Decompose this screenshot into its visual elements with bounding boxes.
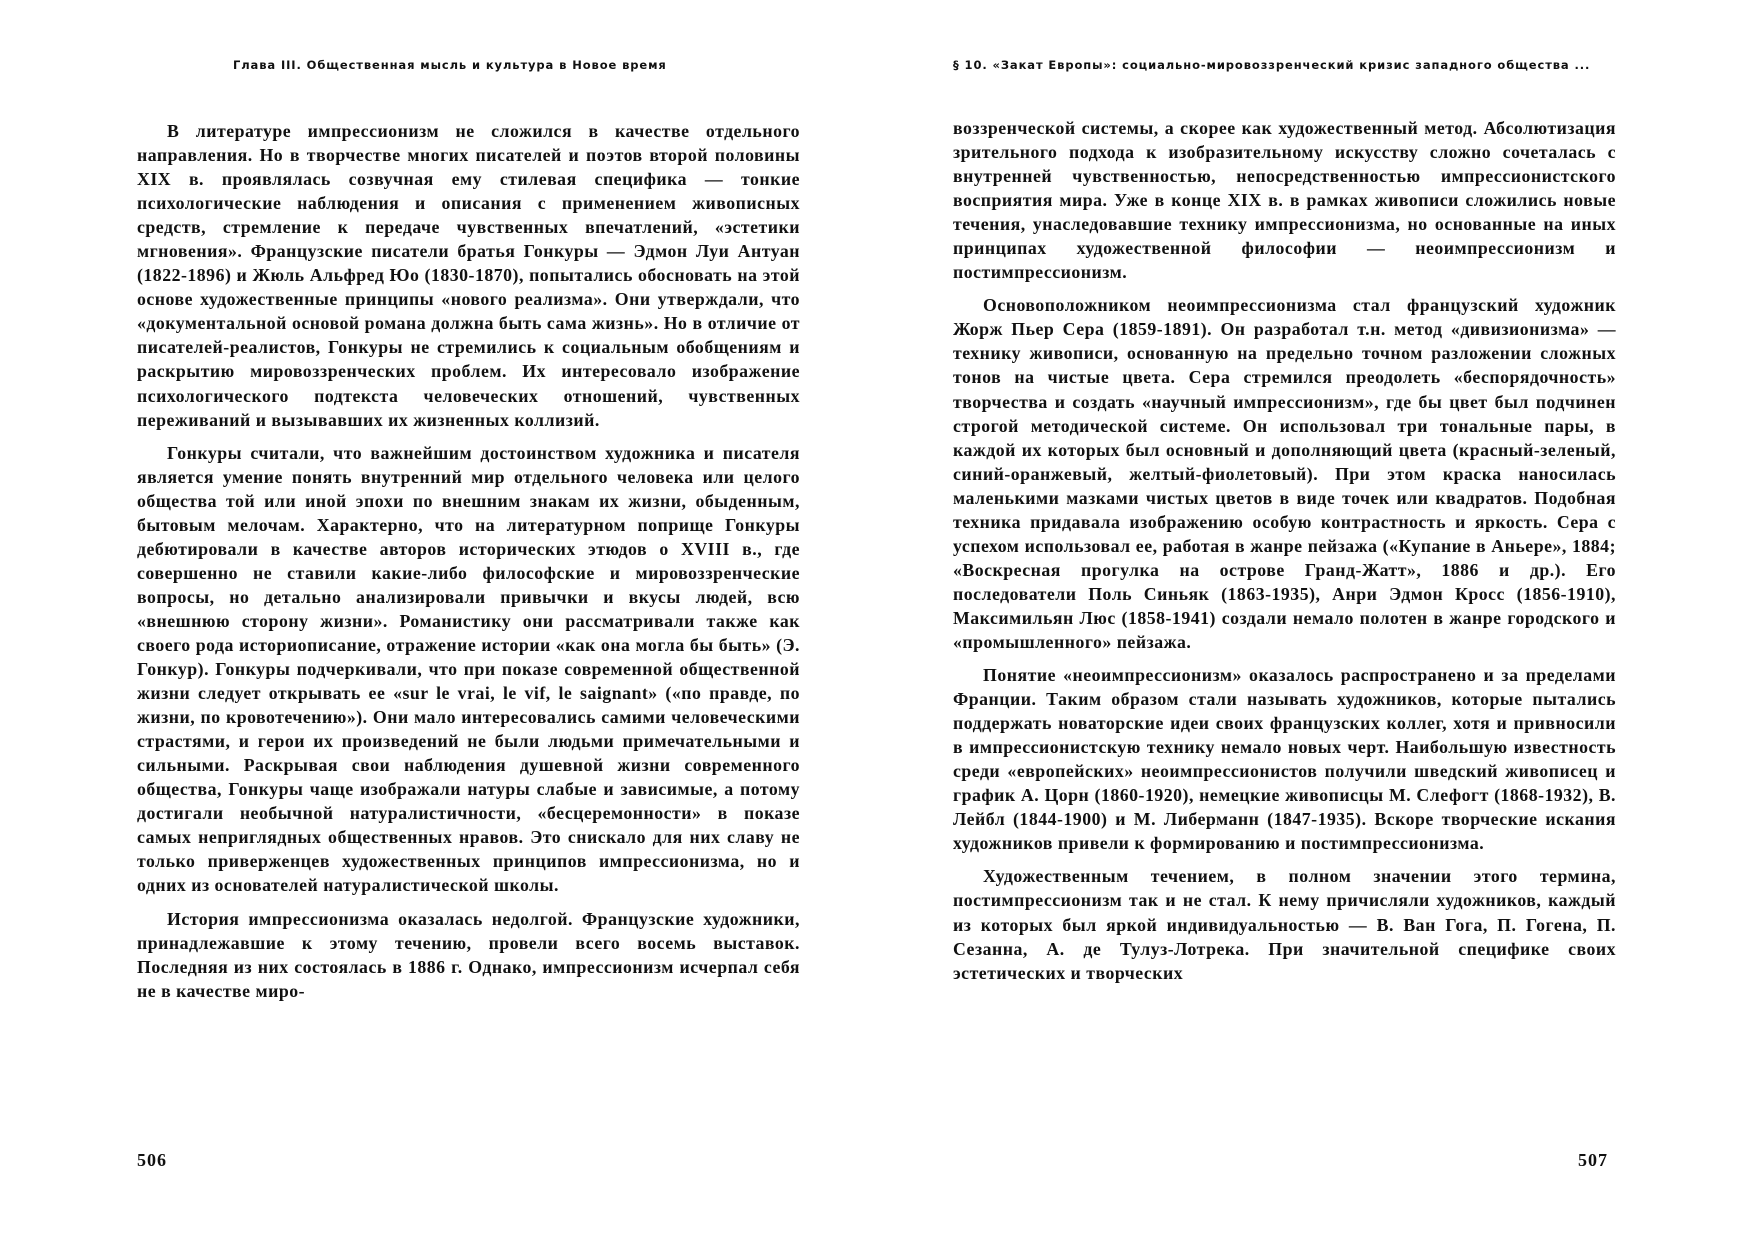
paragraph: Понятие «неоимпрессионизм» оказалось распространено и за пределами Франции. Таким образом стали называть художников, которые пытались поддержать новаторские идеи своих французских коллег, хотя и привносили в импрессионистскую технику немало новых черт. Наибольшую известность среди «европейских» неоимпрессионистов получили шведский живописец и график А. Цорн (1860-1920), немецкие живописцы М. Слефогт (1868-1932), В. Лейбл (1844-1900) и М. Либерманн (1847-1935). Вскоре творческие искания художников привели к формированию и постимпрессионизма.	[953, 665, 1616, 854]
paragraph: История импрессионизма оказалась недолгой. Французские художники, принадлежавшие к этому течению, провели всего восемь выставок. Последняя из них состоялась в 1886 г. Однако, импрессионизм исчерпал себя не в качестве миро-	[137, 908, 800, 1001]
page-number-right: 507	[1578, 1150, 1608, 1170]
paragraph: Художественным течением, в полном значении этого термина, постимпрессионизм так и не стал. К нему причисляли художников, каждый из которых был яркой индивидуальностью — В. Ван Гога, П. Гогена, П. Сезанна, А. де Тулуз-Лотрека. При значительной специфике своих эстетических и творческих	[953, 866, 1616, 983]
page-number-left: 506	[137, 1150, 167, 1170]
right-page	[877, 0, 1754, 1239]
paragraph: В литературе импрессионизм не сложился в качестве отдельного направления. Но в творчестве многих писателей и поэтов второй половины XIX в. проявлялась созвучная ему стилевая специфика — тонкие психологические наблюдения и описания с применением живописных средств, стремление к передаче чувственных впечатлений, «эстетики мгновения». Французские писатели братья Гонкуры — Эдмон Луи Антуан (1822-1896) и Жюль Альфред Юо (1830-1870), попытались обосновать на этой основе художественные принципы «нового реализма». Они утверждали, что «документальной основой романа должна быть сама жизнь». Но в отличие от писателей-реалистов, Гонкуры не стремились к социальным обобщениям и раскрытию мировоззренческих проблем. Их интересовало изображение психологического подтекста человеческих отношений, чувственных переживаний и вызывавших их жизненных коллизий.	[137, 121, 800, 430]
paragraph: Гонкуры считали, что важнейшим достоинством художника и писателя является умение понять внутренний мир отдельного человека или целого общества той или иной эпохи по внешним знакам их жизни, обыденным, бытовым мелочам. Характерно, что на литературном поприще Гонкуры дебютировали в качестве авторов исторических этюдов о XVIII в., где совершенно не ставили какие-либо философские и мировоззренческие вопросы, но детально анализировали привычки и вкусы людей, всю «внешнюю сторону жизни». Романистику они рассматривали также как своего рода историописание, отражение истории «как она могла бы быть» (Э. Гонкур). Гонкуры подчеркивали, что при показе современной общественной жизни следует открывать ее «sur le vrai, le vif, le saignant» («по правде, по жизни, по кровотечению»). Они мало интересовались самими человеческими страстями, и герои их произведений не были людьми примечательными и сильными. Раскрывая свои наблюдения душевной жизни современного общества, Гонкуры чаще изображали натуры слабые и зависимые, а потому достигали необычной натуралистичности, «бесцеремонности» в показе самых неприглядных общественных нравов. Это снискало для них славу не только приверженцев художественных принципов импрессионизма, но и одних из основателей натуралистической школы.	[137, 442, 800, 896]
body-text-left	[137, 119, 800, 1003]
paragraph: Основоположником неоимпрессионизма стал французский художник Жорж Пьер Сера (1859-1891). Он разработал т.н. метод «дивизионизма» — технику живописи, основанную на предельно точном разложении сложных тонов на чистые цвета. Сера стремился преодолеть «беспорядочность» творчества и создать «научный импрессионизм», где бы цвет был подчинен строгой методической системе. Он использовал три тональные пары, в каждой их которых был основный и дополняющий цвета (красный-зеленый, синий-оранжевый, желтый-фиолетовый). При этом краска наносилась маленькими мазками чистых цветов в виде точек или квадратов. Подобная техника придавала изображению особую контрастность и яркость. Сера с успехом использовал ее, работая в жанре пейзажа («Купание в Аньере», 1884; «Воскресная прогулка на острове Гранд-Жатт», 1886 и др.). Его последователи Поль Синьяк (1863-1935), Анри Эдмон Кросс (1856-1910), Максимильян Люс (1858-1941) создали немало полотен в жанре городского и «промышленного» пейзажа.	[953, 295, 1616, 652]
body-text-right	[953, 116, 1616, 985]
running-head-left: Глава III. Общественная мысль и культура в Новое время	[233, 58, 667, 72]
paragraph: воззренческой системы, а скорее как художественный метод. Абсолютизация зрительного подхода к изобразительному искусству сложно сочеталась с внутренней чувственностью, непосредственностью импрессионистского восприятия мира. Уже в конце XIX в. в рамках живописи сложились новые течения, унаследовавшие технику импрессионизма, но основанные на иных принципах художественной философии — неоимпрессионизм и постимпрессионизм.	[953, 118, 1616, 283]
running-head-right: § 10. «Закат Европы»: социально-мировоззренческий кризис западного общества ...	[953, 58, 1591, 72]
